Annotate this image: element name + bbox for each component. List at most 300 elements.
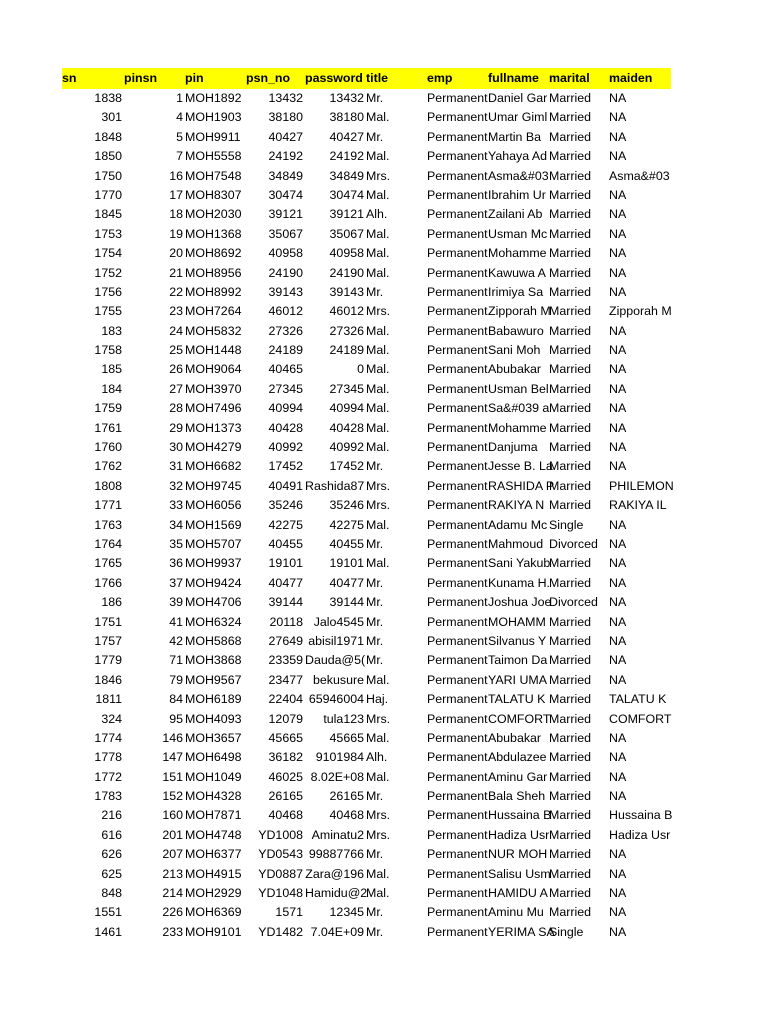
cell-title[interactable]: Mr.	[366, 905, 384, 920]
cell-emp[interactable]: Permanent	[427, 633, 488, 648]
cell-password[interactable]: 24190	[329, 265, 364, 280]
cell-sn[interactable]: 1750	[94, 168, 122, 183]
cell-maiden[interactable]: NA	[609, 226, 627, 241]
cell-maiden[interactable]: NA	[609, 595, 627, 610]
cell-psn-no[interactable]: 39143	[268, 284, 303, 299]
cell-psn-no[interactable]: 30474	[268, 187, 303, 202]
cell-maiden[interactable]: NA	[609, 343, 627, 358]
cell-pin[interactable]: MOH4915	[185, 866, 242, 881]
table-row[interactable]	[0, 167, 768, 186]
cell-pinsn[interactable]: 22	[169, 284, 183, 299]
cell-maiden[interactable]: COMFORT	[609, 711, 672, 726]
cell-pinsn[interactable]: 32	[169, 478, 183, 493]
cell-emp[interactable]: Permanent	[427, 536, 488, 551]
cell-maiden[interactable]: NA	[609, 187, 627, 202]
cell-emp[interactable]: Permanent	[427, 207, 488, 222]
cell-password[interactable]: 39121	[329, 207, 364, 222]
column-header-marital[interactable]: marital	[549, 71, 590, 85]
table-row[interactable]	[0, 264, 768, 283]
cell-pin[interactable]: MOH1903	[185, 110, 242, 125]
cell-sn[interactable]: 1848	[94, 129, 122, 144]
cell-maiden[interactable]: PHILEMON	[609, 478, 674, 493]
cell-psn-no[interactable]: 40455	[268, 536, 303, 551]
cell-emp[interactable]: Permanent	[427, 498, 488, 513]
cell-title[interactable]: Mal.	[366, 149, 390, 164]
cell-marital[interactable]: Married	[549, 886, 591, 901]
table-row[interactable]	[0, 496, 768, 515]
table-row[interactable]	[0, 457, 768, 476]
cell-psn-no[interactable]: YD0543	[258, 847, 303, 862]
cell-password[interactable]: 40994	[329, 401, 364, 416]
cell-password[interactable]: Dauda@5(	[305, 653, 366, 668]
cell-sn[interactable]: 1811	[95, 692, 122, 707]
cell-psn-no[interactable]: 46025	[268, 769, 303, 784]
cell-maiden[interactable]: NA	[609, 886, 627, 901]
cell-pin[interactable]: MOH9424	[185, 575, 242, 590]
cell-password[interactable]: 12345	[329, 905, 364, 920]
cell-title[interactable]: Mal.	[366, 420, 390, 435]
column-header-title[interactable]: title	[366, 71, 389, 85]
table-row[interactable]	[0, 632, 768, 651]
column-header-sn[interactable]: sn	[62, 71, 77, 85]
cell-marital[interactable]: Married	[549, 381, 591, 396]
cell-pin[interactable]: MOH8956	[185, 265, 242, 280]
column-header-pin[interactable]: pin	[185, 71, 204, 85]
cell-maiden[interactable]: NA	[609, 149, 627, 164]
cell-marital[interactable]: Married	[549, 808, 591, 823]
cell-password[interactable]: 9101984	[315, 750, 364, 765]
cell-marital[interactable]: Married	[549, 730, 591, 745]
table-row[interactable]	[0, 806, 768, 825]
table-row[interactable]	[0, 535, 768, 554]
cell-title[interactable]: Mr.	[366, 129, 384, 144]
cell-emp[interactable]: Permanent	[427, 304, 488, 319]
cell-sn[interactable]: 1845	[94, 207, 122, 222]
table-row[interactable]	[0, 845, 768, 864]
cell-marital[interactable]: Married	[549, 653, 591, 668]
cell-sn[interactable]: 1761	[94, 420, 122, 435]
cell-maiden[interactable]: NA	[609, 769, 627, 784]
cell-psn-no[interactable]: 24190	[268, 265, 303, 280]
cell-psn-no[interactable]: 27326	[268, 323, 303, 338]
column-header-pinsn[interactable]: pinsn	[124, 71, 158, 85]
cell-emp[interactable]: Permanent	[427, 401, 488, 416]
cell-password[interactable]: 19101	[329, 556, 364, 571]
column-header-maiden[interactable]: maiden	[609, 71, 653, 85]
cell-fullname[interactable]: Mahmoud	[488, 536, 544, 551]
cell-pin[interactable]: MOH1569	[185, 517, 242, 532]
cell-pinsn[interactable]: 39	[169, 595, 183, 610]
cell-psn-no[interactable]: 23359	[268, 653, 303, 668]
cell-fullname[interactable]: RAKIYA N	[488, 498, 545, 513]
cell-maiden[interactable]: Hussaina B	[609, 808, 673, 823]
cell-psn-no[interactable]: 40958	[268, 246, 303, 261]
cell-pin[interactable]: MOH7496	[185, 401, 242, 416]
cell-emp[interactable]: Permanent	[427, 808, 488, 823]
cell-pin[interactable]: MOH8307	[185, 187, 242, 202]
cell-pin[interactable]: MOH1373	[185, 420, 242, 435]
table-row[interactable]	[0, 302, 768, 321]
cell-title[interactable]: Mr.	[366, 924, 384, 939]
cell-sn[interactable]: 1461	[94, 924, 122, 939]
cell-fullname[interactable]: Zailani Ab	[488, 207, 543, 222]
cell-sn[interactable]: 1783	[94, 789, 122, 804]
cell-fullname[interactable]: Salisu Usm	[488, 866, 551, 881]
cell-password[interactable]: 40992	[329, 440, 364, 455]
cell-password[interactable]: 65946004	[308, 692, 364, 707]
cell-psn-no[interactable]: 46012	[268, 304, 303, 319]
cell-password[interactable]: 13432	[329, 91, 364, 105]
cell-pin[interactable]: MOH1368	[185, 226, 242, 241]
cell-pinsn[interactable]: 226	[162, 905, 183, 920]
cell-title[interactable]: Mal.	[366, 323, 390, 338]
cell-pin[interactable]: MOH2030	[185, 207, 242, 222]
cell-sn[interactable]: 1764	[94, 536, 122, 551]
cell-sn[interactable]: 1755	[94, 304, 122, 319]
table-row[interactable]	[0, 322, 768, 341]
table-row[interactable]	[0, 651, 768, 670]
cell-title[interactable]: Mal.	[366, 769, 390, 784]
cell-pin[interactable]: MOH4328	[185, 789, 242, 804]
table-row[interactable]	[0, 128, 768, 147]
cell-fullname[interactable]: Jesse B. La	[488, 459, 553, 474]
table-row[interactable]	[0, 419, 768, 438]
cell-pin[interactable]: MOH5558	[185, 149, 242, 164]
cell-password[interactable]: 40455	[329, 536, 364, 551]
cell-title[interactable]: Mal.	[366, 401, 390, 416]
cell-sn[interactable]: 1759	[94, 401, 122, 416]
cell-maiden[interactable]: NA	[609, 536, 627, 551]
cell-pinsn[interactable]: 28	[169, 401, 183, 416]
cell-sn[interactable]: 184	[101, 381, 122, 396]
cell-title[interactable]: Mrs.	[366, 711, 391, 726]
cell-psn-no[interactable]: 39144	[268, 595, 303, 610]
cell-emp[interactable]: Permanent	[427, 886, 488, 901]
cell-password[interactable]: Hamidu@2	[305, 886, 368, 901]
cell-marital[interactable]: Married	[549, 866, 591, 881]
cell-pin[interactable]: MOH4748	[185, 827, 242, 842]
cell-fullname[interactable]: Umar Giml	[488, 110, 548, 125]
cell-pinsn[interactable]: 201	[162, 827, 183, 842]
cell-password[interactable]: tula123	[323, 711, 364, 726]
cell-title[interactable]: Mal.	[366, 440, 390, 455]
cell-marital[interactable]: Married	[549, 323, 591, 338]
cell-sn[interactable]: 324	[101, 711, 122, 726]
cell-pinsn[interactable]: 207	[162, 847, 183, 862]
cell-sn[interactable]: 186	[101, 595, 122, 610]
cell-title[interactable]: Alh.	[366, 750, 388, 765]
cell-maiden[interactable]: RAKIYA IL	[609, 498, 667, 513]
column-header-password[interactable]: password	[305, 71, 363, 85]
cell-sn[interactable]: 1754	[94, 246, 122, 261]
cell-marital[interactable]: Married	[549, 847, 591, 862]
cell-title[interactable]: Mr.	[366, 789, 384, 804]
table-row[interactable]	[0, 516, 768, 535]
table-row[interactable]	[0, 108, 768, 127]
cell-emp[interactable]: Permanent	[427, 168, 488, 183]
cell-maiden[interactable]: Hadiza Usr	[609, 827, 671, 842]
cell-emp[interactable]: Permanent	[427, 556, 488, 571]
cell-marital[interactable]: Married	[549, 556, 591, 571]
table-row[interactable]	[0, 554, 768, 573]
cell-fullname[interactable]: Abdulazee	[488, 750, 547, 765]
cell-marital[interactable]: Married	[549, 187, 591, 202]
table-row[interactable]	[0, 89, 768, 108]
cell-fullname[interactable]: Aminu Gar	[488, 769, 548, 784]
cell-maiden[interactable]: NA	[609, 91, 627, 105]
cell-title[interactable]: Mrs.	[366, 808, 391, 823]
cell-psn-no[interactable]: 20118	[269, 614, 303, 629]
cell-pinsn[interactable]: 7	[176, 149, 183, 164]
cell-fullname[interactable]: Silvanus Y	[488, 633, 547, 648]
cell-password[interactable]: 24192	[329, 149, 364, 164]
cell-emp[interactable]: Permanent	[427, 91, 488, 105]
cell-pinsn[interactable]: 41	[169, 614, 183, 629]
cell-title[interactable]: Mr.	[366, 284, 384, 299]
cell-marital[interactable]: Married	[549, 440, 591, 455]
cell-marital[interactable]: Married	[549, 168, 591, 183]
table-row[interactable]	[0, 205, 768, 224]
cell-psn-no[interactable]: YD0887	[258, 866, 303, 881]
cell-pinsn[interactable]: 36	[169, 556, 183, 571]
cell-sn[interactable]: 1772	[94, 769, 122, 784]
cell-emp[interactable]: Permanent	[427, 789, 488, 804]
cell-marital[interactable]: Married	[549, 401, 591, 416]
cell-password[interactable]: 40477	[329, 575, 364, 590]
cell-emp[interactable]: Permanent	[427, 459, 488, 474]
table-row[interactable]	[0, 360, 768, 379]
cell-password[interactable]: 40427	[329, 129, 364, 144]
cell-fullname[interactable]: Mohamme	[488, 420, 547, 435]
cell-pinsn[interactable]: 18	[169, 207, 183, 222]
cell-maiden[interactable]: NA	[609, 459, 627, 474]
cell-maiden[interactable]: NA	[609, 420, 627, 435]
cell-emp[interactable]: Permanent	[427, 129, 488, 144]
cell-fullname[interactable]: Sa&#039 a	[488, 401, 550, 416]
cell-sn[interactable]: 1770	[94, 187, 122, 202]
cell-pinsn[interactable]: 17	[169, 187, 183, 202]
cell-psn-no[interactable]: 36182	[268, 750, 303, 765]
cell-psn-no[interactable]: 40992	[268, 440, 303, 455]
cell-sn[interactable]: 1763	[94, 517, 122, 532]
cell-fullname[interactable]: RASHIDA P	[488, 478, 555, 493]
cell-fullname[interactable]: Kunama H.	[488, 575, 550, 590]
cell-emp[interactable]: Permanent	[427, 110, 488, 125]
cell-pin[interactable]: MOH6498	[185, 750, 242, 765]
cell-emp[interactable]: Permanent	[427, 187, 488, 202]
cell-pin[interactable]: MOH4279	[185, 440, 242, 455]
table-row[interactable]	[0, 923, 768, 942]
cell-pinsn[interactable]: 30	[169, 440, 183, 455]
cell-maiden[interactable]: NA	[609, 924, 627, 939]
cell-marital[interactable]: Married	[549, 711, 591, 726]
table-row[interactable]	[0, 884, 768, 903]
cell-psn-no[interactable]: 1571	[275, 905, 303, 920]
cell-title[interactable]: Mal.	[366, 187, 390, 202]
cell-title[interactable]: Mal.	[366, 226, 390, 241]
cell-pin[interactable]: MOH1049	[185, 769, 242, 784]
cell-title[interactable]: Mr.	[366, 459, 384, 474]
cell-fullname[interactable]: Aminu Mu	[488, 905, 544, 920]
cell-pin[interactable]: MOH8992	[185, 284, 242, 299]
cell-psn-no[interactable]: 35246	[268, 498, 303, 513]
cell-fullname[interactable]: Martin Ba	[488, 129, 542, 144]
cell-psn-no[interactable]: 40465	[268, 362, 303, 377]
cell-pinsn[interactable]: 27	[169, 381, 183, 396]
cell-maiden[interactable]: NA	[609, 517, 627, 532]
cell-sn[interactable]: 616	[101, 827, 122, 842]
cell-fullname[interactable]: NUR MOH	[488, 847, 548, 862]
cell-pinsn[interactable]: 152	[162, 789, 183, 804]
cell-pinsn[interactable]: 79	[169, 672, 183, 687]
cell-fullname[interactable]: Joshua Joe	[488, 595, 552, 610]
cell-emp[interactable]: Permanent	[427, 769, 488, 784]
cell-sn[interactable]: 1846	[94, 672, 122, 687]
cell-psn-no[interactable]: 12079	[268, 711, 303, 726]
cell-pin[interactable]: MOH6324	[185, 614, 242, 629]
cell-pinsn[interactable]: 42	[169, 633, 183, 648]
cell-marital[interactable]: Married	[549, 769, 591, 784]
cell-title[interactable]: Mal.	[366, 362, 390, 377]
cell-marital[interactable]: Married	[549, 265, 591, 280]
cell-emp[interactable]: Permanent	[427, 595, 488, 610]
cell-emp[interactable]: Permanent	[427, 323, 488, 338]
cell-pinsn[interactable]: 31	[169, 459, 183, 474]
cell-emp[interactable]: Permanent	[427, 847, 488, 862]
cell-pinsn[interactable]: 214	[162, 886, 183, 901]
table-row[interactable]	[0, 225, 768, 244]
cell-title[interactable]: Mal.	[366, 672, 390, 687]
table-row[interactable]	[0, 574, 768, 593]
cell-psn-no[interactable]: 24192	[268, 149, 303, 164]
cell-pinsn[interactable]: 95	[169, 711, 183, 726]
cell-fullname[interactable]: Sani Moh	[488, 343, 541, 358]
table-row[interactable]	[0, 399, 768, 418]
cell-psn-no[interactable]: 27649	[268, 633, 303, 648]
cell-psn-no[interactable]: 35067	[268, 226, 303, 241]
cell-title[interactable]: Mr.	[366, 653, 384, 668]
cell-password[interactable]: 27345	[329, 381, 364, 396]
table-row[interactable]	[0, 826, 768, 845]
cell-psn-no[interactable]: 13432	[268, 91, 303, 105]
cell-title[interactable]: Mr.	[366, 614, 384, 629]
cell-emp[interactable]: Permanent	[427, 692, 488, 707]
cell-maiden[interactable]: NA	[609, 556, 627, 571]
cell-fullname[interactable]: Bala Sheh	[488, 789, 546, 804]
table-row[interactable]	[0, 438, 768, 457]
cell-title[interactable]: Mal.	[366, 265, 390, 280]
cell-password[interactable]: 8.02E+08	[310, 769, 364, 784]
cell-password[interactable]: Rashida87	[305, 478, 365, 493]
cell-psn-no[interactable]: YD1482	[258, 924, 303, 939]
table-row[interactable]	[0, 341, 768, 360]
cell-marital[interactable]: Married	[549, 498, 591, 513]
cell-fullname[interactable]: COMFORT	[488, 711, 551, 726]
cell-fullname[interactable]: MOHAMM	[488, 614, 546, 629]
cell-password[interactable]: Zara@196	[305, 866, 364, 881]
cell-sn[interactable]: 1765	[94, 556, 122, 571]
cell-fullname[interactable]: Ibrahim Ur	[488, 187, 546, 202]
cell-pinsn[interactable]: 35	[169, 536, 183, 551]
cell-pinsn[interactable]: 33	[169, 498, 183, 513]
cell-password[interactable]: 35246	[329, 498, 364, 513]
cell-sn[interactable]: 1838	[94, 91, 122, 105]
cell-marital[interactable]: Married	[549, 343, 591, 358]
cell-maiden[interactable]: NA	[609, 750, 627, 765]
cell-psn-no[interactable]: 38180	[268, 110, 303, 125]
cell-pin[interactable]: MOH3970	[185, 381, 242, 396]
column-header-emp[interactable]: emp	[427, 71, 453, 85]
cell-fullname[interactable]: Danjuma	[488, 440, 538, 455]
cell-maiden[interactable]: NA	[609, 730, 627, 745]
cell-password[interactable]: 27326	[329, 323, 364, 338]
cell-pin[interactable]: MOH5707	[185, 536, 242, 551]
cell-fullname[interactable]: Taimon Da	[488, 653, 548, 668]
cell-emp[interactable]: Permanent	[427, 440, 488, 455]
table-row[interactable]	[0, 690, 768, 709]
cell-sn[interactable]: 216	[101, 808, 122, 823]
table-row[interactable]	[0, 671, 768, 690]
cell-pin[interactable]: MOH3868	[185, 653, 242, 668]
cell-pin[interactable]: MOH3657	[185, 730, 242, 745]
cell-sn[interactable]: 1779	[94, 653, 122, 668]
cell-pinsn[interactable]: 16	[169, 168, 183, 183]
cell-marital[interactable]: Married	[549, 827, 591, 842]
cell-emp[interactable]: Permanent	[427, 827, 488, 842]
cell-psn-no[interactable]: 45665	[268, 730, 303, 745]
table-row[interactable]	[0, 147, 768, 166]
cell-pin[interactable]: MOH4706	[185, 595, 242, 610]
cell-emp[interactable]: Permanent	[427, 614, 488, 629]
cell-fullname[interactable]: Mohamme	[488, 246, 547, 261]
table-row[interactable]	[0, 787, 768, 806]
cell-marital[interactable]: Married	[549, 304, 591, 319]
cell-pinsn[interactable]: 160	[162, 808, 183, 823]
cell-pinsn[interactable]: 5	[176, 129, 183, 144]
cell-sn[interactable]: 1751	[94, 614, 122, 629]
cell-maiden[interactable]: NA	[609, 440, 627, 455]
cell-emp[interactable]: Permanent	[427, 575, 488, 590]
cell-fullname[interactable]: Asma&#03	[488, 168, 549, 183]
cell-pin[interactable]: MOH6369	[185, 905, 242, 920]
cell-fullname[interactable]: Hadiza Usr	[488, 827, 550, 842]
cell-marital[interactable]: Married	[549, 226, 591, 241]
cell-title[interactable]: Mrs.	[366, 304, 391, 319]
cell-emp[interactable]: Permanent	[427, 478, 488, 493]
cell-marital[interactable]: Married	[549, 614, 591, 629]
cell-maiden[interactable]: NA	[609, 866, 627, 881]
cell-maiden[interactable]: NA	[609, 246, 627, 261]
cell-sn[interactable]: 1551	[94, 905, 122, 920]
cell-title[interactable]: Mal.	[366, 730, 390, 745]
cell-emp[interactable]: Permanent	[427, 381, 488, 396]
cell-psn-no[interactable]: 42275	[268, 517, 303, 532]
table-row[interactable]	[0, 613, 768, 632]
cell-pinsn[interactable]: 29	[169, 420, 183, 435]
cell-emp[interactable]: Permanent	[427, 265, 488, 280]
cell-sn[interactable]: 1771	[94, 498, 122, 513]
cell-maiden[interactable]: NA	[609, 265, 627, 280]
cell-maiden[interactable]: NA	[609, 323, 627, 338]
cell-maiden[interactable]: NA	[609, 284, 627, 299]
cell-sn[interactable]: 1757	[94, 633, 122, 648]
cell-title[interactable]: Mr.	[366, 847, 384, 862]
cell-maiden[interactable]: NA	[609, 653, 627, 668]
cell-pinsn[interactable]: 146	[162, 730, 183, 745]
cell-pin[interactable]: MOH5868	[185, 633, 242, 648]
cell-password[interactable]: 17452	[329, 459, 364, 474]
cell-marital[interactable]: Married	[549, 362, 591, 377]
